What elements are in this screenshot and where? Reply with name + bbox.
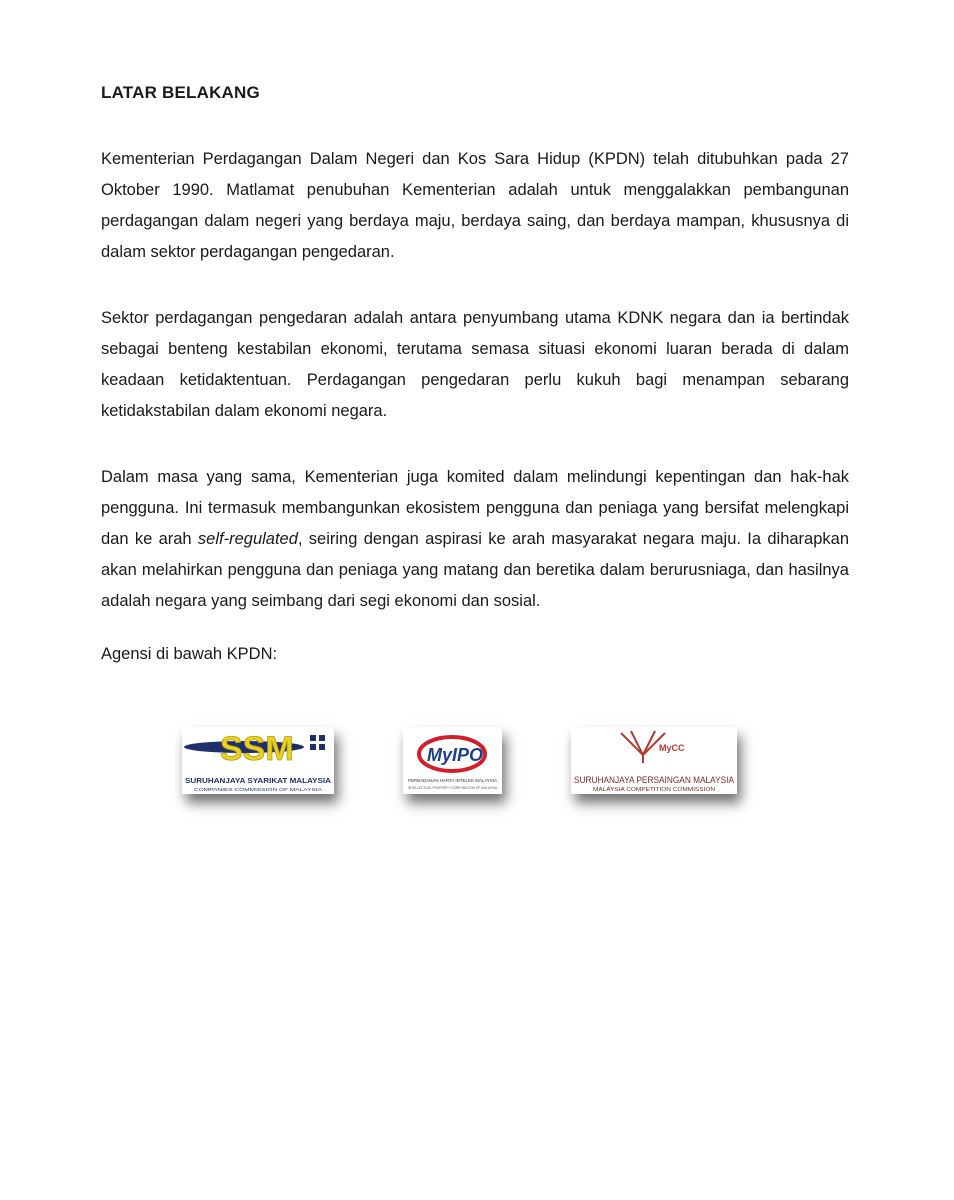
paragraph-text-part: , seiring dengan aspirasi ke arah masyarakat negara maju. Ia diharapkan akan melahirkan pengguna dan peniaga yang matang dan beretika dalam berurusniaga, dan hasilnya adalah negara yang seimbang dari segi ekonomi dan sosial. bbox=[101, 530, 849, 610]
paragraph-consumer-protection bbox=[101, 462, 849, 617]
ssm-logo bbox=[182, 727, 334, 794]
paragraph-establishment: Kementerian Perdagangan Dalam Negeri dan Kos Sara Hidup (KPDN) telah ditubuhkan pada 27 Oktober 1990. Matlamat penubuhan Kementerian adalah untuk menggalakkan pembangunan perdagangan dalam negeri yang berdaya maju, berdaya saing, dan berdaya mampan, khususnya di dalam sektor perdagangan pengedaran. bbox=[101, 150, 849, 261]
myipo-logo bbox=[403, 727, 502, 794]
mycc-name-malay: SURUHANJAYA PERSAINGAN MALAYSIA bbox=[574, 775, 734, 785]
myipo-logo-graphic bbox=[403, 727, 502, 794]
mycc-name-english: MALAYSIA COMPETITION COMMISSION bbox=[593, 787, 716, 793]
ssm-name-malay: SURUHANJAYA SYARIKAT MALAYSIA bbox=[185, 778, 331, 785]
ssm-logo-graphic bbox=[182, 727, 334, 794]
ssm-wordmark: SSM bbox=[220, 730, 294, 768]
mycc-wordmark: MyCC bbox=[659, 743, 685, 753]
mycc-logo bbox=[571, 727, 737, 794]
myipo-name-malay: PERBADANAN HARTA INTELEK MALAYSIA bbox=[408, 778, 497, 783]
agencies-label: Agensi di bawah KPDN: bbox=[101, 645, 278, 663]
myipo-wordmark: MyIPO bbox=[427, 745, 484, 765]
ssm-name-english: COMPANIES COMMISSION OF MALAYSIA bbox=[194, 787, 322, 792]
mycc-logo-graphic bbox=[571, 727, 737, 794]
italic-term: self-regulated bbox=[197, 530, 298, 548]
paragraph-distributive-trade: Sektor perdagangan pengedaran adalah antara penyumbang utama KDNK negara dan ia bertindak sebagai benteng kestabilan ekonomi, terutama semasa situasi ekonomi luaran berada di dalam keadaan ketidaktentuan. Perdagangan pengedaran perlu kukuh bagi menampan sebarang ketidakstabilan dalam ekonomi negara. bbox=[101, 309, 849, 420]
myipo-name-english: INTELLECTUAL PROPERTY CORPORATION OF MALAYSIA bbox=[408, 786, 498, 790]
paragraph-text-part: Dalam masa yang sama, Kementerian juga komited dalam melindungi kepentingan dan hak-hak pengguna. Ini termasuk membangunkan ekosistem pengguna dan peniaga yang bersifat melengkapi dan ke arah bbox=[101, 468, 849, 548]
section-heading: LATAR BELAKANG bbox=[101, 83, 260, 102]
